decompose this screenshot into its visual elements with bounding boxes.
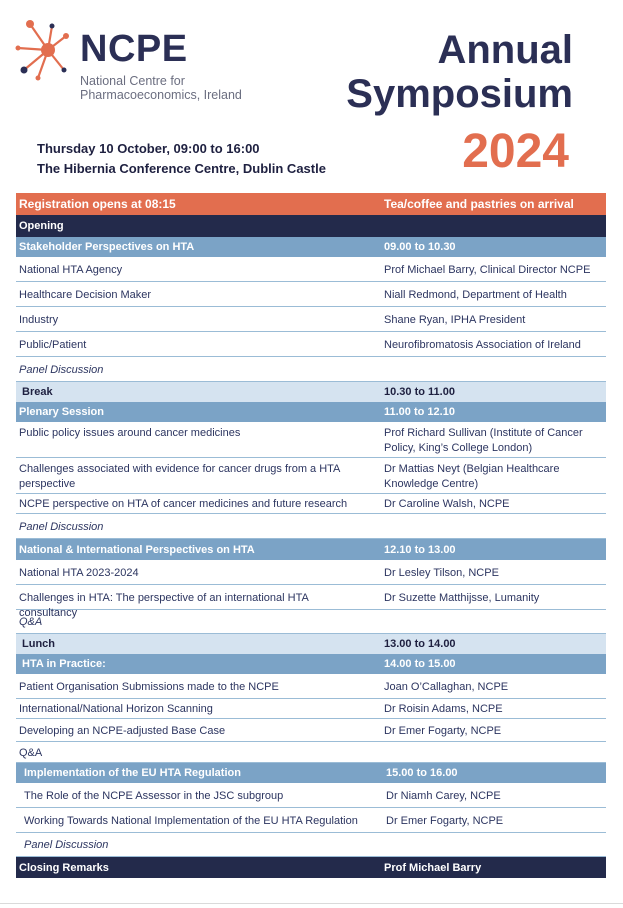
agenda-item-title: Challenges in HTA: The perspective of an international HTA consultancy xyxy=(19,592,309,619)
agenda-item-title: National HTA 2023-2024 xyxy=(19,567,139,579)
agenda-item-title: Panel Discussion xyxy=(19,521,104,533)
agenda-item-detail: 09.00 to 10.30 xyxy=(384,241,456,253)
event-date-time: Thursday 10 October, 09:00 to 16:00 xyxy=(37,141,260,156)
agenda-item-title: Closing Remarks xyxy=(19,862,109,874)
agenda-item-detail: Shane Ryan, IPHA President xyxy=(384,314,526,326)
title-line2: Symposium xyxy=(346,72,573,116)
agenda-row xyxy=(16,719,606,742)
event-venue: The Hibernia Conference Centre, Dublin Castle xyxy=(37,161,326,176)
agenda-item-detail: Dr Emer Fogarty, NCPE xyxy=(384,725,502,737)
agenda-item-title: National HTA Agency xyxy=(19,264,123,276)
agenda-row xyxy=(16,585,606,619)
agenda-row xyxy=(16,402,606,422)
agenda-row xyxy=(16,699,606,719)
agenda-row xyxy=(16,282,606,307)
agenda-item-title: Industry xyxy=(19,314,59,326)
agenda-row xyxy=(16,857,606,878)
agenda-row xyxy=(16,654,606,674)
agenda-item-detail: Dr Mattias Neyt (Belgian Healthcare Knowledge Centre) xyxy=(384,463,560,490)
agenda-row xyxy=(16,514,606,539)
agenda-item-title: Challenges associated with evidence for cancer drugs from a HTA perspective xyxy=(19,463,340,490)
agenda-row xyxy=(16,357,606,382)
agenda-item-detail: 14.00 to 15.00 xyxy=(384,658,456,670)
agenda-item-title: Public/Patient xyxy=(19,339,87,351)
agenda-item-detail: Niall Redmond, Department of Health xyxy=(384,289,567,301)
agenda-item-title: National & International Perspectives on HTA xyxy=(19,544,255,556)
agenda-item-title: The Role of the NCPE Assessor in the JSC subgroup xyxy=(24,790,284,802)
agenda-row xyxy=(16,763,606,783)
logo-wordmark: NCPE xyxy=(80,28,188,70)
agenda-row xyxy=(16,458,606,494)
agenda-item-title: HTA in Practice: xyxy=(22,658,106,670)
agenda-row xyxy=(16,332,606,357)
agenda-item-title: International/National Horizon Scanning xyxy=(19,703,213,715)
agenda-row xyxy=(16,215,606,237)
agenda-item-title: Implementation of the EU HTA Regulation xyxy=(24,767,241,779)
agenda-item-title: Stakeholder Perspectives on HTA xyxy=(19,241,195,253)
agenda-item-title: Panel Discussion xyxy=(24,839,109,851)
agenda-row xyxy=(16,307,606,332)
agenda-item-detail: 11.00 to 12.10 xyxy=(384,406,455,418)
agenda-row xyxy=(16,193,606,215)
agenda-item-title: Lunch xyxy=(22,638,55,650)
agenda-item-title: Healthcare Decision Maker xyxy=(19,289,152,301)
agenda-item-detail: Dr Lesley Tilson, NCPE xyxy=(384,567,499,579)
agenda-item-title: Q&A xyxy=(19,616,43,628)
agenda-item-detail: Neurofibromatosis Association of Ireland xyxy=(384,339,581,351)
agenda-item-title: Public policy issues around cancer medicines xyxy=(19,427,241,439)
logo-subtitle-line2: Pharmacoeconomics, Ireland xyxy=(80,88,242,102)
agenda-item-detail: Joan O’Callaghan, NCPE xyxy=(384,681,509,693)
agenda-row xyxy=(16,382,606,402)
agenda-item-detail: Prof Richard Sullivan (Institute of Cancer Policy, King’s College London) xyxy=(384,427,583,454)
agenda-item-detail: 15.00 to 16.00 xyxy=(386,767,458,779)
agenda-item-title: Panel Discussion xyxy=(19,364,104,376)
agenda-table xyxy=(16,193,606,878)
agenda-row xyxy=(16,257,606,282)
agenda-row xyxy=(16,422,606,458)
agenda-item-detail: 12.10 to 13.00 xyxy=(384,544,456,556)
ncpe-logo xyxy=(8,8,258,104)
agenda-item-title: Developing an NCPE-adjusted Base Case xyxy=(19,725,226,737)
agenda-row xyxy=(16,674,606,699)
agenda-item-title: NCPE perspective on HTA of cancer medicines and future research xyxy=(19,498,348,510)
agenda-row xyxy=(16,237,606,257)
agenda-item-title: Q&A xyxy=(19,747,43,759)
agenda-row xyxy=(16,610,606,634)
agenda-item-detail: Prof Michael Barry xyxy=(384,862,482,874)
agenda-row xyxy=(16,560,606,585)
agenda-item-title: Plenary Session xyxy=(19,406,104,418)
agenda-item-detail: Tea/coffee and pastries on arrival xyxy=(384,197,574,211)
agenda-item-detail: Dr Suzette Matthijsse, Lumanity xyxy=(384,592,540,604)
agenda-row xyxy=(16,833,606,857)
agenda-item-title: Break xyxy=(22,386,53,398)
title-line1: Annual xyxy=(437,28,573,72)
agenda-item-detail: Dr Niamh Carey, NCPE xyxy=(386,790,501,802)
agenda-row xyxy=(16,494,606,514)
page-divider xyxy=(0,903,623,904)
logo-subtitle-line1: National Centre for xyxy=(80,74,185,88)
agenda-item-title: Working Towards National Implementation of the EU HTA Regulation xyxy=(24,815,358,827)
agenda-item-detail: Dr Roisin Adams, NCPE xyxy=(384,703,503,715)
agenda-row xyxy=(16,634,606,654)
agenda-row xyxy=(16,808,606,833)
agenda-item-title: Opening xyxy=(19,220,64,232)
agenda-item-detail: 13.00 to 14.00 xyxy=(384,638,456,650)
title-year: 2024 xyxy=(462,125,569,178)
agenda-row xyxy=(16,539,606,560)
agenda-item-detail: 10.30 to 11.00 xyxy=(384,386,455,398)
agenda-row xyxy=(16,783,606,808)
agenda-item-detail: Dr Emer Fogarty, NCPE xyxy=(386,815,504,827)
agenda-item-detail: Prof Michael Barry, Clinical Director NCPE xyxy=(384,264,591,276)
molecule-logo-icon xyxy=(8,12,80,84)
agenda-item-title: Registration opens at 08:15 xyxy=(19,197,176,211)
agenda-item-detail: Dr Caroline Walsh, NCPE xyxy=(384,498,510,510)
agenda-row xyxy=(16,742,606,763)
agenda-item-title: Patient Organisation Submissions made to the NCPE xyxy=(19,681,279,693)
